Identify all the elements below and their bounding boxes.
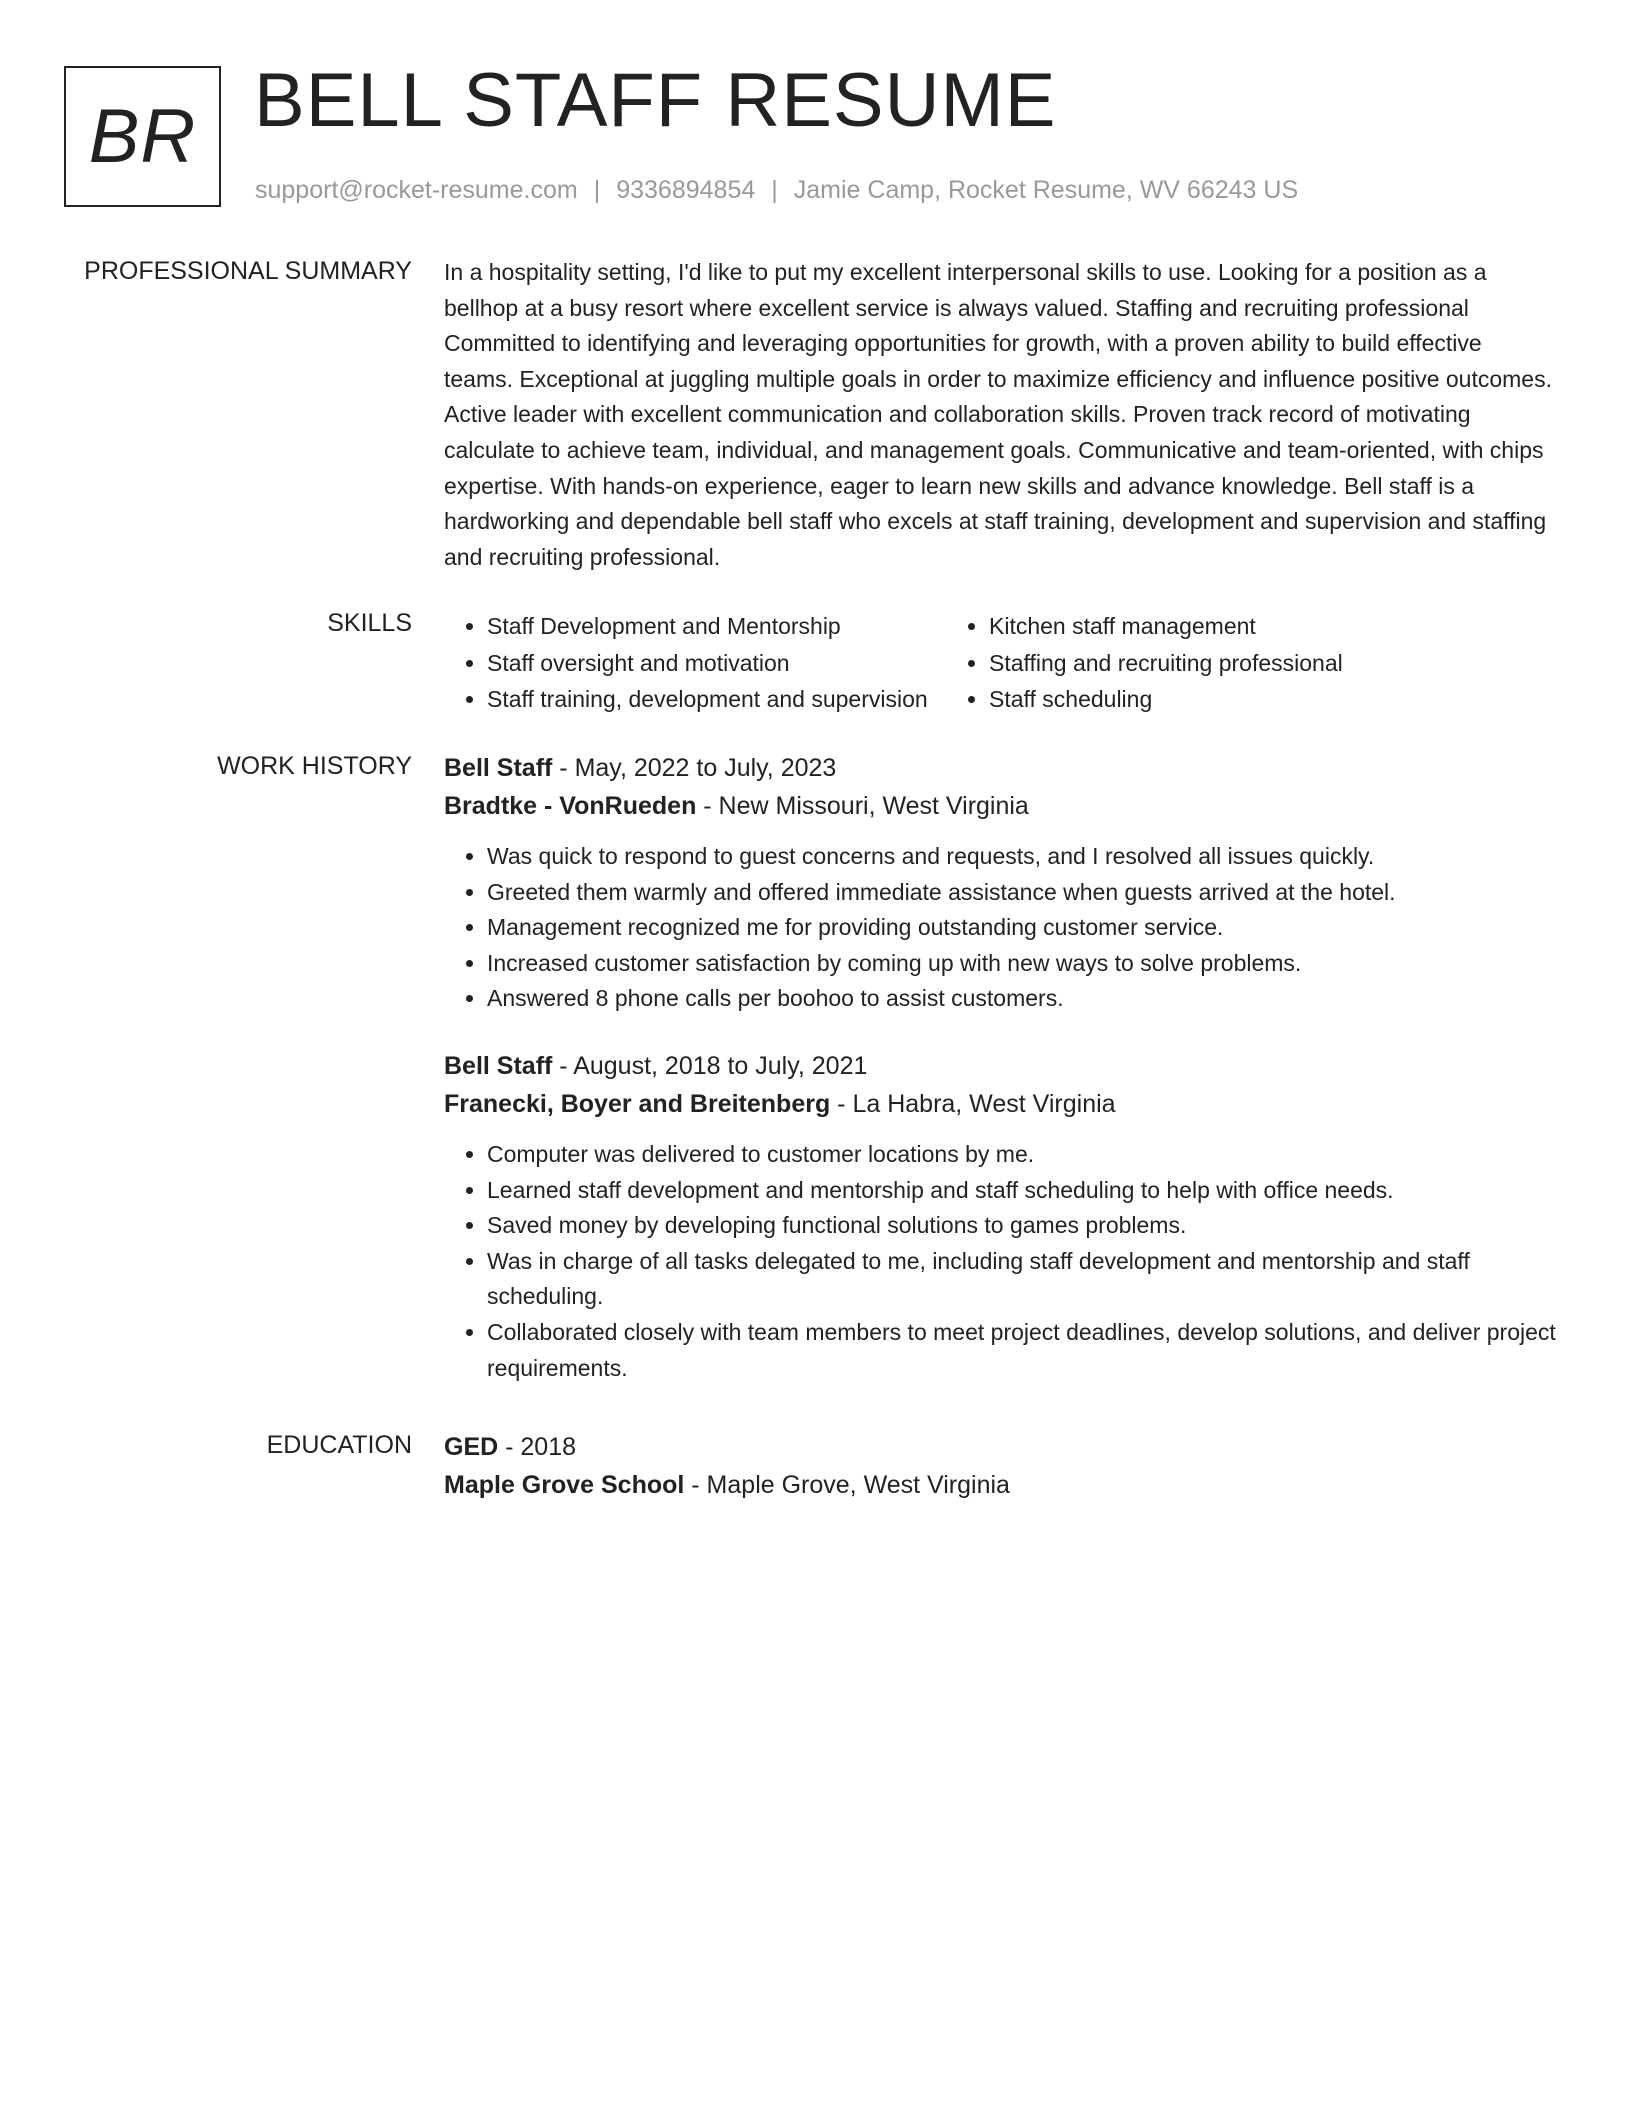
skills-column-2 xyxy=(946,608,1506,718)
job-entry xyxy=(444,1047,1556,1386)
summary-text: In a hospitality setting, I'd like to put my excellent interpersonal skills to use. Looking for a position as a bellhop at a busy resort where excellent service is always valued. Staffing and recruiting professional Committed to identifying and leveraging opportunities for growth, with a proven ability to build effective teams. Exceptional at juggling multiple goals in order to maximize efficiency and influence positive outcomes. Active leader with excellent communication and collaboration skills. Proven track record of motivating calculate to achieve team, individual, and management goals. Communicative and team-oriented, with chips expertise. With hands-on experience, eager to learn new skills and advance knowledge. Bell staff is a hardworking and dependable bell staff who excels at staff training, development and supervision and staffing and recruiting professional. xyxy=(444,259,1552,570)
job-role-line xyxy=(444,1047,1556,1085)
skill-item: • Staff oversight and motivation xyxy=(487,645,946,682)
job-bullet: • Was in charge of all tasks delegated to me, including staff development and mentorship and staff scheduling. xyxy=(487,1244,1556,1315)
job-bullet: • Saved money by developing functional solutions to games problems. xyxy=(487,1208,1556,1244)
skills-grid xyxy=(444,606,1556,718)
monogram-initials: BR xyxy=(64,66,221,207)
job-bullet: • Management recognized me for providing outstanding customer service. xyxy=(487,910,1556,946)
education-school: Maple Grove School xyxy=(444,1471,685,1499)
education-degree-line xyxy=(444,1428,1556,1466)
summary-body xyxy=(444,254,1556,575)
job-role: Bell Staff xyxy=(444,1051,553,1080)
skill-item: • Staff training, development and supervision xyxy=(487,681,946,718)
job-location: - La Habra, West Virginia xyxy=(830,1089,1116,1118)
skill-item: • Staff Development and Mentorship xyxy=(487,608,946,645)
skills-body xyxy=(444,606,1556,718)
skill-item: • Kitchen staff management xyxy=(989,608,1506,645)
section-title-education: EDUCATION xyxy=(266,1431,412,1459)
job-bullet: • Greeted them warmly and offered immediate assistance when guests arrived at the hotel. xyxy=(487,875,1556,911)
job-dates: - May, 2022 to July, 2023 xyxy=(552,754,837,782)
job-role-line xyxy=(444,749,1556,787)
job-company: Bradtke - VonRueden xyxy=(444,792,697,820)
job-company-line xyxy=(444,1085,1556,1123)
job-bullet: • Answered 8 phone calls per boohoo to assist customers. xyxy=(487,981,1556,1017)
job-bullet: • Learned staff development and mentorship and staff scheduling to help with office needs. xyxy=(487,1173,1556,1209)
contact-email: support@rocket-resume.com xyxy=(255,176,578,204)
section-title-summary: PROFESSIONAL SUMMARY xyxy=(84,257,412,285)
job-bullet: • Computer was delivered to customer locations by me. xyxy=(487,1137,1556,1173)
job-dates: - August, 2018 to July, 2021 xyxy=(552,1051,868,1080)
job-entry xyxy=(444,749,1556,1017)
contact-separator: | xyxy=(771,176,778,204)
education-body xyxy=(444,1428,1556,1504)
skill-item: • Staff scheduling xyxy=(989,681,1506,718)
contact-phone: 9336894854 xyxy=(616,176,756,204)
work-body xyxy=(444,749,1556,1386)
education-location: - Maple Grove, West Virginia xyxy=(684,1471,1010,1499)
job-location: - New Missouri, West Virginia xyxy=(696,792,1029,820)
contact-address: Jamie Camp, Rocket Resume, WV 66243 US xyxy=(793,176,1299,204)
section-title-skills: SKILLS xyxy=(327,609,412,637)
skill-item: • Staffing and recruiting professional xyxy=(989,645,1506,682)
job-role: Bell Staff xyxy=(444,754,553,782)
section-title-work-history: WORK HISTORY xyxy=(217,752,412,780)
job-bullets xyxy=(444,839,1556,1017)
contact-separator: | xyxy=(593,176,601,204)
education-school-line xyxy=(444,1466,1556,1504)
education-degree: GED xyxy=(444,1433,499,1461)
skills-column-1 xyxy=(444,608,946,718)
job-bullet: • Increased customer satisfaction by coming up with new ways to solve problems. xyxy=(487,946,1556,982)
job-company: Franecki, Boyer and Breitenberg xyxy=(444,1089,831,1118)
job-company-line xyxy=(444,787,1556,825)
resume-title: BELL STAFF RESUME xyxy=(254,58,1057,143)
education-year: - 2018 xyxy=(498,1433,577,1461)
job-bullets xyxy=(444,1137,1556,1386)
job-bullet: • Was quick to respond to guest concerns and requests, and I resolved all issues quickly. xyxy=(487,839,1556,875)
job-bullet: • Collaborated closely with team members to meet project deadlines, develop solutions, and deliver project requirements. xyxy=(487,1315,1556,1386)
contact-line xyxy=(255,174,1298,206)
